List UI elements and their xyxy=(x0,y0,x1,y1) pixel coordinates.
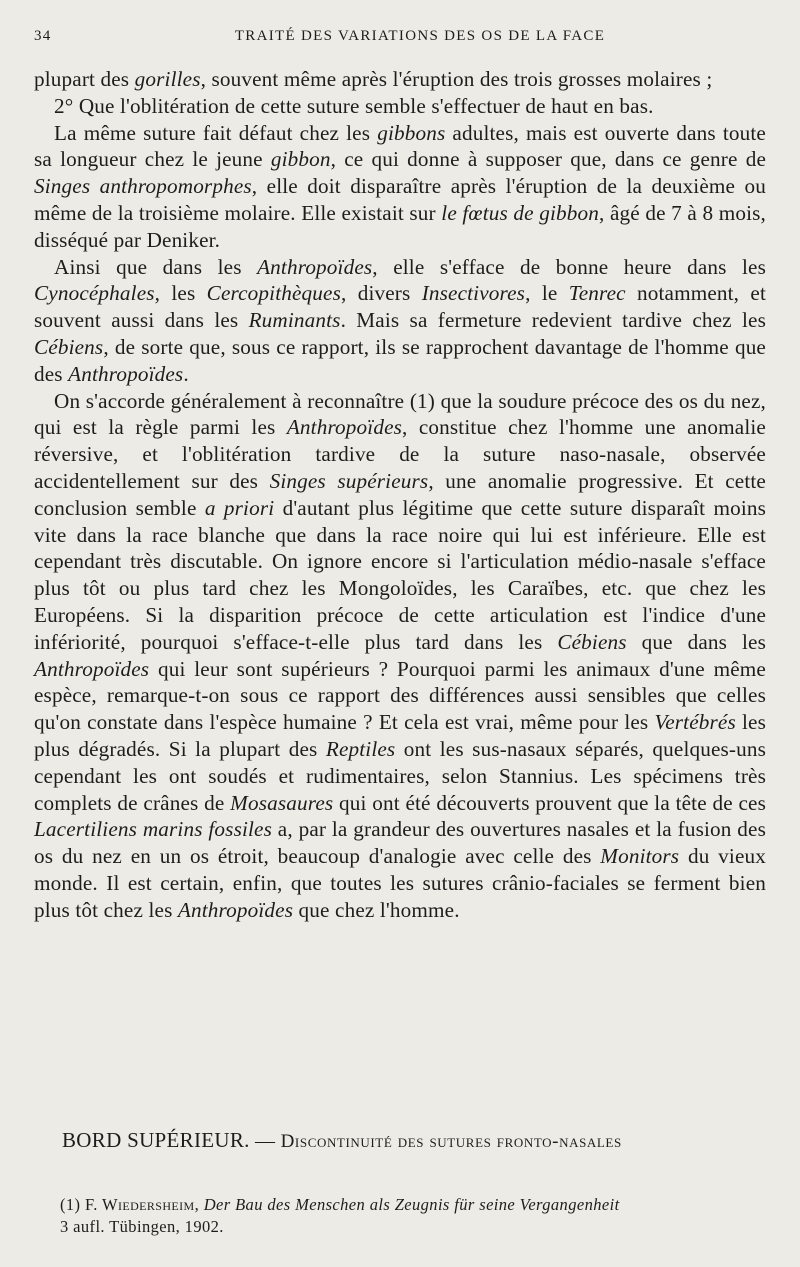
text-run: , âgé de 7 à 8 mois, disséqué par Deniker. xyxy=(34,200,766,252)
text-run: , constitue chez l'homme une anomalie réversive, et l'oblitération tardive de la suture naso-nasale, observée accidentellement sur des xyxy=(34,415,766,493)
text-run: Ainsi que dans les xyxy=(54,254,258,279)
paragraph xyxy=(34,254,766,388)
italic-term: Anthropoïdes xyxy=(68,361,184,386)
italic-term: Tenrec xyxy=(568,281,626,306)
footnote-book-title: Der Bau des Menschen als Zeugnis für seine Vergangenheit xyxy=(203,1195,620,1214)
italic-term: Mosasaures xyxy=(230,790,334,815)
footnote-edition: 3 aufl. Tübingen, 1902. xyxy=(60,1217,224,1236)
footnote xyxy=(60,1194,766,1238)
text-run: , ce qui donne à supposer que, dans ce genre de xyxy=(330,147,767,172)
italic-term: a priori xyxy=(204,495,275,520)
text-run: a, par la grandeur des ouvertures nasales et la fusion des os du nez en un os étroit, beaucoup d'analogie avec celle des xyxy=(34,817,766,869)
italic-term: gorilles xyxy=(134,67,201,91)
italic-term: Cébiens xyxy=(557,629,627,654)
text-run: adultes, mais est ouverte dans toute sa longueur chez le jeune xyxy=(34,120,766,172)
italic-term: Lacertiliens marins fossiles xyxy=(34,817,272,842)
text-run: On s'accorde généralement à reconnaître (1) que la soudure précoce des os du nez, qui est la règle parmi les xyxy=(34,388,766,440)
text-run: que chez l'homme. xyxy=(293,897,460,922)
italic-term: Vertébrés xyxy=(654,710,736,735)
text-run: , elle doit disparaître après l'éruption de la deuxième ou même de la troisième molaire. Elle existait sur xyxy=(34,174,766,225)
running-head xyxy=(34,28,766,50)
footnote-marker: (1) xyxy=(60,1195,85,1214)
text-run: , divers xyxy=(340,281,422,306)
text-run: . xyxy=(183,361,189,386)
text-run: les plus dégradés. Si la plupart des xyxy=(34,710,766,761)
section-heading-dash: — xyxy=(249,1130,281,1152)
body-text xyxy=(34,66,766,924)
italic-term: Cébiens xyxy=(34,334,104,359)
italic-term: Anthropoïdes xyxy=(257,254,373,279)
text-run: , souvent même après l'éruption des trois grosses molaires ; xyxy=(200,67,713,91)
text-run: qui leur sont supérieurs ? Pourquoi parmi les animaux d'une même espèce, remarque-t-on sous ce rapport des différences aussi sensibles que celles qu'on constate dans l'espèce humaine ? Et cela est vrai, même pour les xyxy=(34,656,766,735)
italic-term: Cynocéphales xyxy=(34,281,155,306)
text-run: qui ont été découverts prouvent que la tête de ces xyxy=(333,790,766,815)
paragraph xyxy=(34,93,766,120)
italic-term: Singes supérieurs xyxy=(269,468,429,493)
running-title: TRAITÉ DES VARIATIONS DES OS DE LA FACE xyxy=(234,28,606,44)
italic-term: Anthropoïdes xyxy=(34,656,150,681)
section-heading-main: BORD SUPÉRIEUR. xyxy=(62,1128,250,1152)
italic-term: Insectivores xyxy=(421,281,526,306)
text-run: , une anomalie progressive. Et cette conclusion semble xyxy=(34,468,766,520)
text-run: d'autant plus légitime que cette suture disparaît moins vite dans la race blanche que dans la race noire qui lui est inférieure. Elle est cependant très discutable. On ignore encore si l'articulation médio-nasale s'efface plus tôt ou plus tard chez les Mongoloïdes, les Caraïbes, etc. que chez les Européens. Si la disparition précoce de cette articulation est l'indice d'une infériorité, pourquoi s'efface-t-elle plus tard dans les xyxy=(34,495,767,654)
text-run: 2° Que l'oblitération de cette suture semble s'effectuer de haut en bas. xyxy=(54,93,654,118)
section-heading xyxy=(62,1128,770,1153)
text-run: plupart des xyxy=(34,67,135,91)
page-number: 34 xyxy=(34,28,52,44)
text-run: , les xyxy=(154,281,207,306)
text-run: que dans les xyxy=(626,629,766,654)
text-run: notamment, et souvent aussi dans les xyxy=(34,281,767,333)
footnote-separator: , xyxy=(194,1195,204,1214)
italic-term: le fœtus de gibbon xyxy=(441,200,599,225)
paragraph xyxy=(34,388,766,924)
italic-term: gibbons xyxy=(377,120,446,145)
italic-term: gibbon xyxy=(270,147,331,172)
paragraph xyxy=(34,66,766,93)
text-run: du vieux monde. Il est certain, enfin, que toutes les sutures crânio-faciales se ferment bien plus tôt chez les xyxy=(34,844,767,922)
italic-term: Singes anthropomorphes xyxy=(34,174,252,199)
text-run: ont les sus-nasaux séparés, quelques-uns cependant les ont soudés et rudimentaires, selon Stannius. Les spécimens très complets de crânes de xyxy=(34,736,767,815)
text-run: , de sorte que, sous ce rapport, ils se rapprochent davantage de l'homme que des xyxy=(34,334,766,386)
italic-term: Cercopithèques xyxy=(206,281,341,306)
italic-term: Anthropoïdes xyxy=(286,415,403,440)
text-run: , elle s'efface de bonne heure dans les xyxy=(372,254,766,279)
italic-term: Monitors xyxy=(600,844,680,869)
text-run: La même suture fait défaut chez les xyxy=(54,120,378,145)
italic-term: Anthropoïdes xyxy=(177,897,294,922)
footnote-author: F. Wiedersheim xyxy=(84,1195,195,1214)
italic-term: Reptiles xyxy=(325,736,396,761)
italic-term: Ruminants xyxy=(248,308,341,333)
paragraph xyxy=(34,120,766,254)
section-heading-sub: Discontinuité des sutures fronto-nasales xyxy=(280,1131,622,1152)
text-run: , le xyxy=(525,281,569,306)
text-run: . Mais sa fermeture redevient tardive chez les xyxy=(340,308,766,333)
